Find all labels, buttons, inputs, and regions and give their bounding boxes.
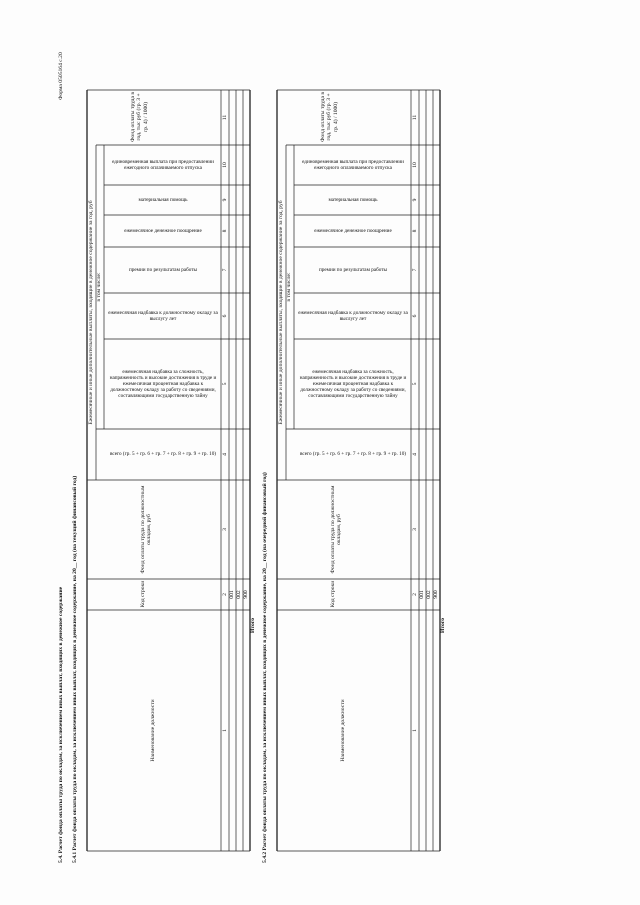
table1-row-code-002: 002	[236, 590, 242, 599]
table1-total-label: Итого	[250, 617, 256, 633]
table2-colnum-10: 10	[412, 162, 418, 168]
table1-row-code-900: 900	[243, 590, 249, 599]
table2-header-total-cell	[294, 429, 411, 480]
table2-title: 5.4.2 Расчет фонда оплаты труда по окладам, за исключением иных выплат, входящих в денежное содержание, на 20__ год (на очередной финансовый год)	[262, 472, 268, 863]
table1-header-salary-fund: Фонд оплаты труда по должностным окладам, руб	[140, 485, 153, 574]
table2-colnum-3: 3	[412, 528, 418, 531]
table2-header-c8-cell	[294, 215, 411, 247]
table2-header-position: Наименование должности	[340, 699, 346, 762]
table1-header-c5: ежемесячная надбавка за сложность, напряженность и высокие достижения в труде и ежемесячная процентная надбавка к должностному окладу за работу со сведениями, составляющими государственную тайну	[109, 369, 216, 399]
table1-colnum-3: 3	[222, 528, 228, 531]
table2-header-c11: Фонд оплаты труда в год, тыс руб (гр. 3 + гр. 4) / 1000)	[320, 91, 339, 143]
table2-colnum-6: 6	[412, 314, 418, 318]
table2-total-label: Итого	[440, 617, 446, 633]
table2-row-code-900: 900	[433, 590, 439, 599]
table2-header-c9: материальная помощь	[328, 197, 377, 203]
table2-header-c9-cell	[294, 185, 411, 215]
table1-colnum-7: 7	[222, 268, 228, 272]
table1-colnum-4: 4	[222, 453, 228, 456]
table2-header-c7: премии по результатам работы	[318, 267, 387, 273]
table2-header-incl: в том числе:	[286, 272, 292, 302]
table1-colnum-5: 5	[222, 382, 228, 386]
table2-header-total: всего (гр. 5 + гр. 6 + гр. 7 + гр. 8 + гр. 9 + гр. 10)	[299, 451, 406, 458]
table1-header-c7: премии по результатам работы	[128, 267, 197, 273]
table2-header-c10: единовременная выплата при предоставлении ежегодного оплачиваемого отпуска	[301, 159, 404, 171]
table1-colnum-6: 6	[222, 314, 228, 318]
table1-header-code: Код строки	[140, 580, 146, 608]
table2-header-c5: ежемесячная надбавка за сложность, напряженность и высокие достижения в труде и ежемесячная процентная надбавка к должностному окладу за работу со сведениями, составляющими государственную тайну	[299, 369, 406, 399]
table2-row-code-001: 001	[419, 590, 425, 599]
table2-row-code-002: 002	[426, 590, 432, 599]
table1-colnum-9: 9	[222, 198, 228, 202]
table1-row-code-001: 001	[229, 590, 235, 599]
table2-colnum-2: 2	[412, 593, 418, 596]
table2-header-c10-cell	[294, 145, 411, 185]
table1-title: 5.4.1 Расчет фонда оплаты труда по окладам, за исключением иных выплат, входящих в денежное содержание, на 20__ год (на текущий финансовый год)	[72, 475, 78, 863]
table1-colnum-8: 8	[222, 229, 228, 233]
table1-header-c6: ежемесячная надбавка к должностному окладу за выслугу лет	[107, 310, 218, 322]
table1-header-group: Ежемесячные и иные дополнительные выплаты, входящие в денежное содержание за год, руб	[88, 200, 94, 425]
table1-header-c8: ежемесячное денежное поощрение	[123, 228, 202, 234]
table2-header-c7-cell	[294, 247, 411, 293]
table1-header-c10: единовременная выплата при предоставлении ежегодного оплачиваемого отпуска	[111, 159, 214, 171]
table1-header-c9: материальная помощь	[138, 197, 187, 203]
table1-colnum-10: 10	[222, 162, 228, 168]
table2-colnum-11: 11	[412, 114, 418, 121]
section-title: 5.4. Расчет фонда оплаты труда по окладам, за исключением иных выплат, входящих в денежное содержание	[58, 586, 64, 863]
table2-header-c6: ежемесячная надбавка к должностному окладу за выслугу лет	[297, 310, 408, 322]
table1-colnum-2: 2	[222, 593, 228, 596]
table2-header-group: Ежемесячные и иные дополнительные выплаты, входящие в денежное содержание за год, руб	[278, 200, 284, 425]
table2-header-c6-cell	[294, 293, 411, 339]
table2-header-c5-cell	[294, 339, 411, 429]
table2-header-c8: ежемесячное денежное поощрение	[313, 228, 392, 234]
table2-colnum-7: 7	[412, 268, 418, 272]
table1-header-total: всего (гр. 5 + гр. 6 + гр. 7 + гр. 8 + гр. 9 + гр. 10)	[109, 451, 216, 458]
table2-colnum-9: 9	[412, 198, 418, 202]
table1-header-c11: Фонд оплаты труда в год, тыс руб (гр. 3 + гр. 4) / 1000)	[130, 91, 149, 143]
table2-colnum-4: 4	[412, 453, 418, 456]
table1-header-position: Наименование должности	[150, 699, 156, 762]
table1-colnum-1: 1	[222, 729, 228, 732]
table2-colnum-5: 5	[412, 382, 418, 386]
table2-header-code: Код строки	[330, 580, 336, 608]
table1-header-incl: в том числе:	[96, 272, 102, 302]
form-code: Форма 0505164 с.20	[58, 52, 64, 100]
table2-header-salary-fund: Фонд оплаты труда по должностным окладам, руб	[330, 485, 343, 574]
table2-colnum-8: 8	[412, 229, 418, 233]
table1-colnum-11: 11	[222, 114, 228, 121]
table2-colnum-1: 1	[412, 729, 418, 732]
